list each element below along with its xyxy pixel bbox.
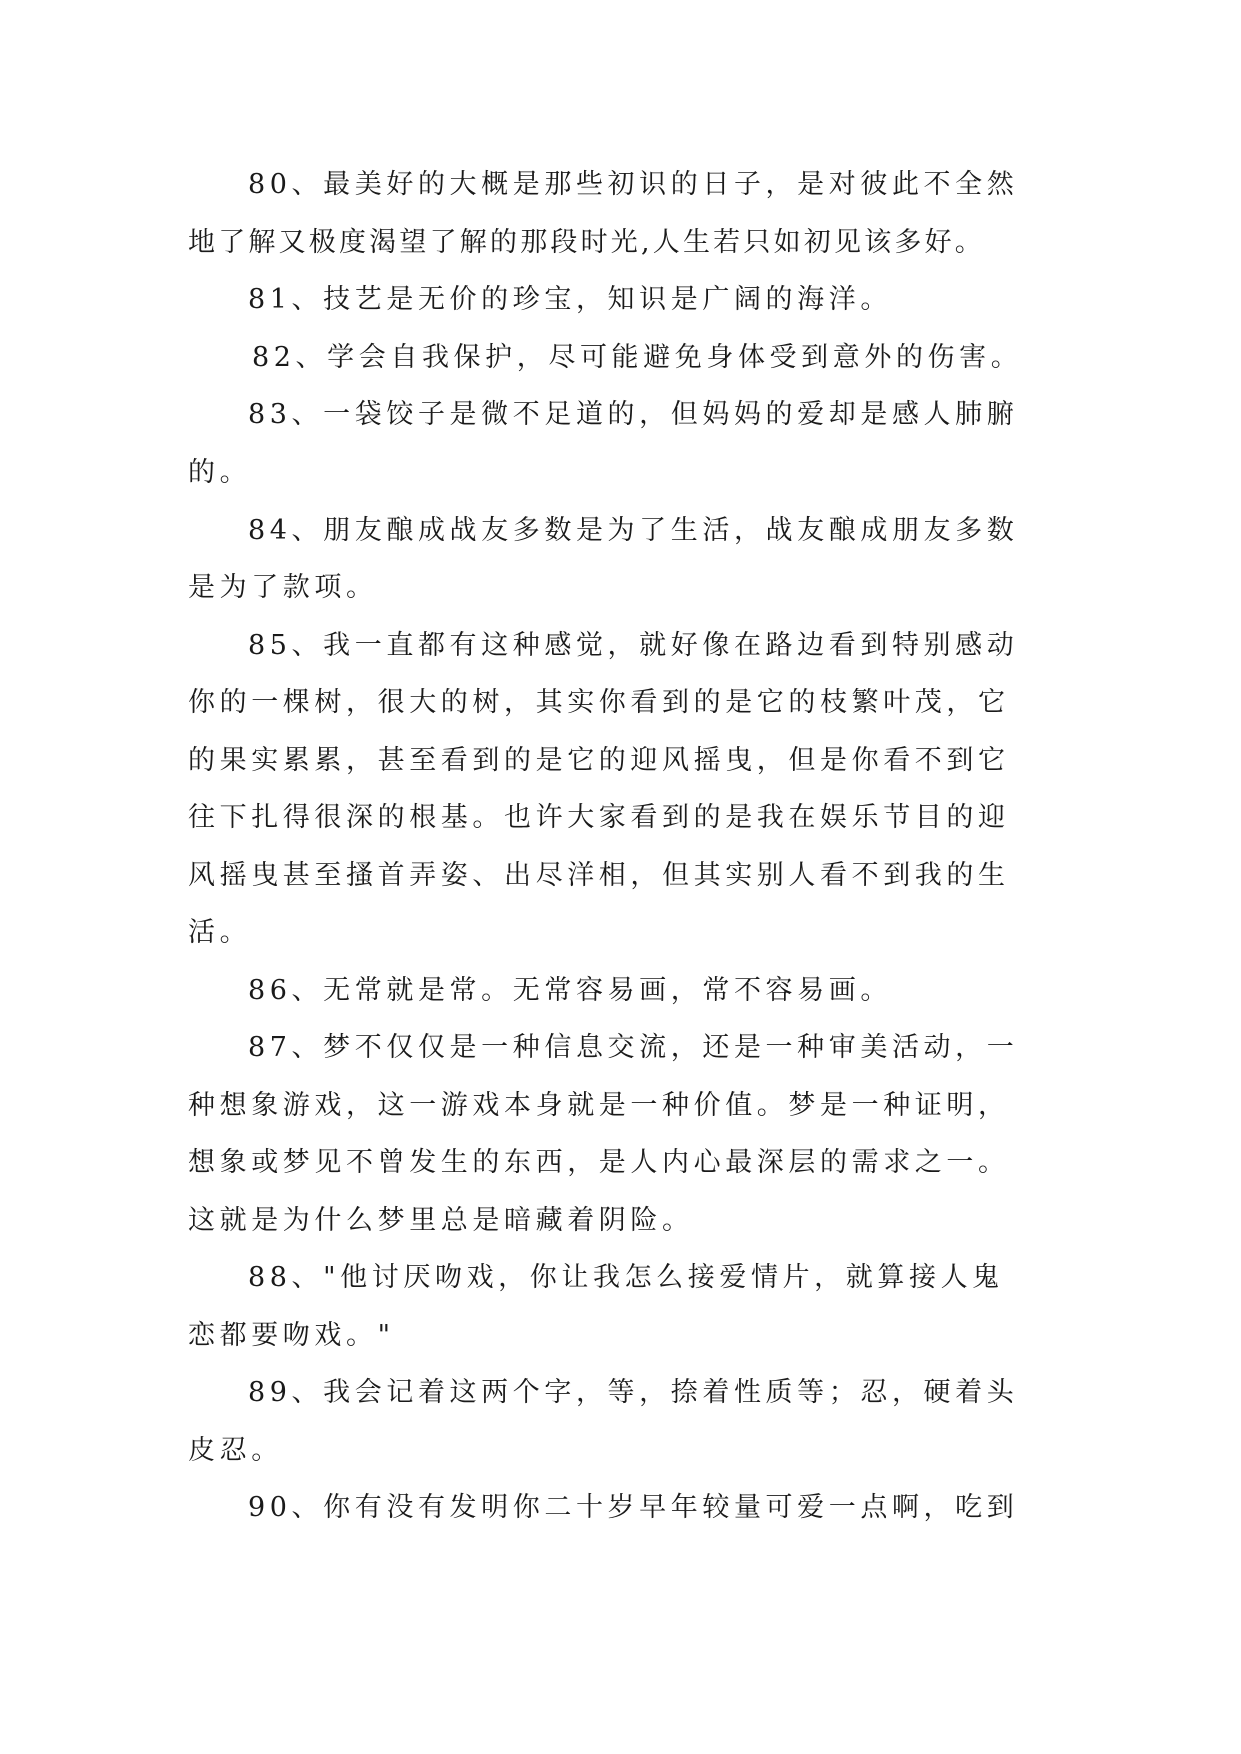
text-line: 这就是为什么梦里总是暗藏着阴险。 xyxy=(188,1205,694,1236)
text-line: 风摇曳甚至搔首弄姿、出尽洋相，但其实别人看不到我的生 xyxy=(188,860,1010,891)
text-line: 皮忍。 xyxy=(188,1435,283,1466)
text-line: 86、无常就是常。无常容易画，常不容易画。 xyxy=(248,975,892,1006)
text-line: 种想象游戏，这一游戏本身就是一种价值。梦是一种证明， xyxy=(188,1090,1010,1121)
text-line: 往下扎得很深的根基。也许大家看到的是我在娱乐节目的迎 xyxy=(188,802,1010,833)
text-line: 活。 xyxy=(188,917,252,948)
text-line: 的果实累累，甚至看到的是它的迎风摇曳，但是你看不到它 xyxy=(188,745,1010,776)
text-line: 你的一棵树，很大的树，其实你看到的是它的枝繁叶茂，它 xyxy=(188,687,1010,718)
text-line: 88、"他讨厌吻戏，你让我怎么接爱情片，就算接人鬼 xyxy=(248,1262,1004,1293)
text-line: 81、技艺是无价的珍宝，知识是广阔的海洋。 xyxy=(248,284,892,315)
text-line: 地了解又极度渴望了解的那段时光,人生若只如初见该多好。 xyxy=(188,227,985,258)
text-line: 85、我一直都有这种感觉，就好像在路边看到特别感动 xyxy=(248,630,1019,661)
text-line: 恋都要吻戏。" xyxy=(188,1320,395,1351)
text-line: 的。 xyxy=(188,457,252,488)
text-line: 想象或梦见不曾发生的东西，是人内心最深层的需求之一。 xyxy=(188,1147,1010,1178)
text-line: 83、一袋饺子是微不足道的，但妈妈的爱却是感人肺腑 xyxy=(248,399,1019,430)
text-line: 82、学会自我保护，尽可能避免身体受到意外的伤害。 xyxy=(252,342,1023,373)
text-line: 是为了款项。 xyxy=(188,572,378,603)
text-line: 84、朋友酿成战友多数是为了生活，战友酿成朋友多数 xyxy=(248,515,1019,546)
text-line: 89、我会记着这两个字，等，捺着性质等；忍，硬着头 xyxy=(248,1377,1019,1408)
text-line: 80、最美好的大概是那些初识的日子，是对彼此不全然 xyxy=(248,169,1019,200)
text-line: 90、你有没有发明你二十岁早年较量可爱一点啊，吃到 xyxy=(248,1492,1019,1523)
text-line: 87、梦不仅仅是一种信息交流，还是一种审美活动，一 xyxy=(248,1032,1019,1063)
